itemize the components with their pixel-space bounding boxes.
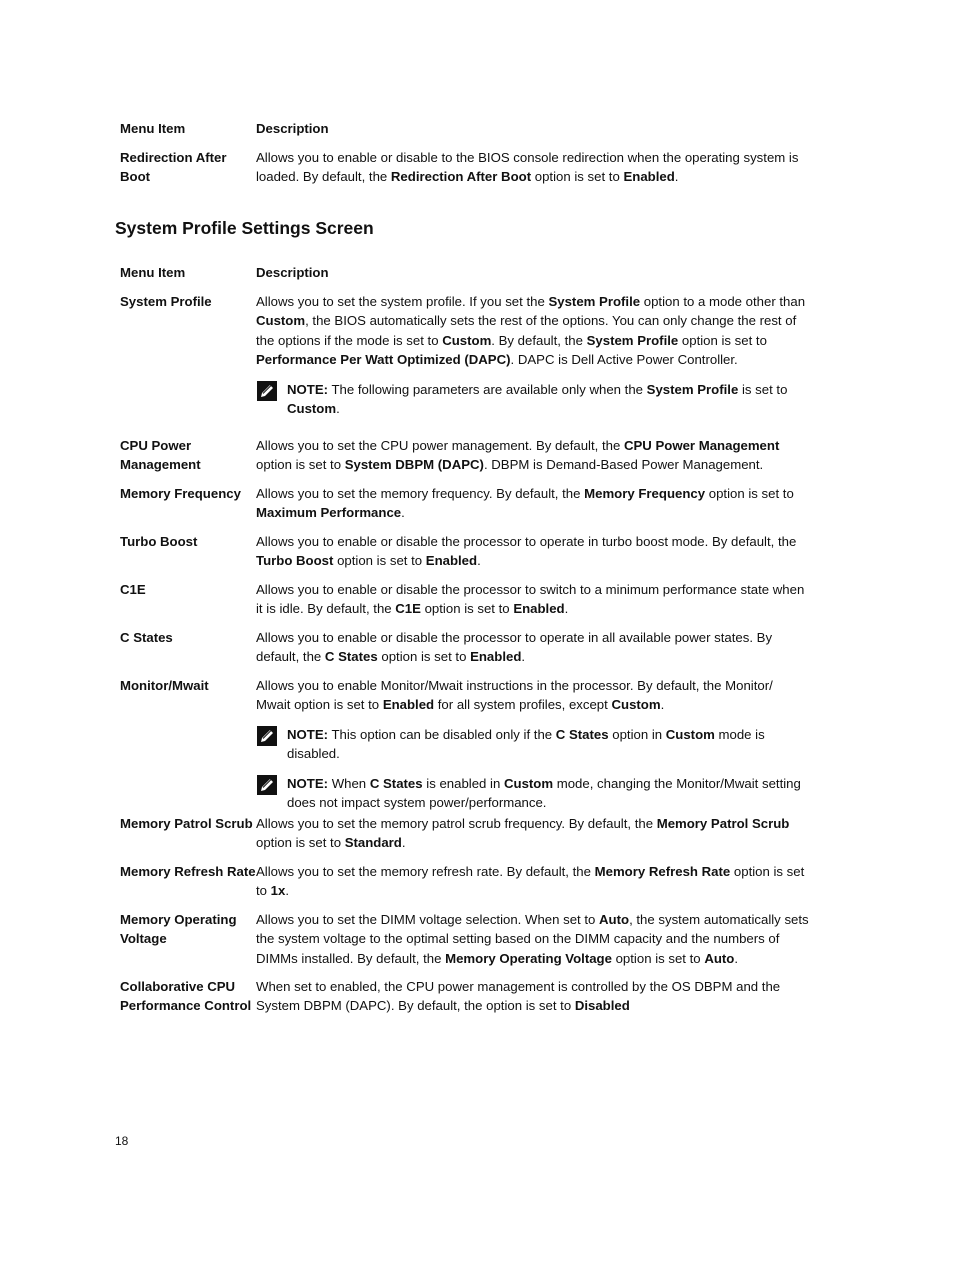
note-pencil-icon: [256, 774, 287, 796]
note: [256, 774, 810, 813]
menu-item-name: Redirection After Boot: [120, 150, 227, 185]
text-run: When set to enabled, the CPU power management is controlled by the OS DBPM and the System DBPM (DAPC). By default, the option is set to: [256, 979, 781, 1014]
text-run: option is set to: [256, 457, 345, 473]
text-run: option is set to: [256, 864, 805, 899]
text-run: Allows you to enable or disable to the BIOS console redirection when the operating system is loaded. By default, the: [256, 150, 799, 185]
table-header: [120, 263, 810, 292]
bold-term: Auto: [599, 912, 630, 927]
text-run: option is set to: [531, 169, 624, 185]
bold-term: Enabled: [470, 649, 522, 665]
section-title: System Profile Settings Screen: [115, 218, 374, 238]
menu-item-name: Collaborative CPU Performance Control: [120, 979, 252, 1014]
description-text: [256, 814, 810, 853]
bold-term: System Profile: [548, 294, 641, 309]
bold-term: Maximum Performance: [256, 505, 402, 521]
menu-item-description: [256, 148, 810, 187]
bold-term: Redirection After Boot: [390, 169, 532, 185]
bold-term: Enabled: [623, 169, 675, 185]
menu-item-name: Monitor/Mwait: [120, 678, 209, 693]
description-text: [256, 676, 810, 715]
table-row: [120, 910, 810, 977]
table-row: [120, 436, 810, 484]
menu-item-description: [256, 580, 810, 619]
text-run: option in: [608, 726, 666, 742]
bios-table-redirection: [120, 119, 810, 188]
text-run: Allows you to enable or disable the processor to operate in all available power states. By default, the: [256, 630, 773, 665]
menu-item-name: Memory Operating Voltage: [120, 912, 237, 947]
table-body: [120, 292, 810, 1017]
menu-item-description: [256, 292, 810, 418]
text-run: When: [328, 775, 370, 791]
text-run: Allows you to set the memory patrol scrub frequency. By default, the: [256, 816, 657, 831]
menu-item-name: C1E: [120, 582, 146, 597]
menu-item-name: C States: [120, 630, 173, 645]
description-text: [256, 436, 810, 475]
header-description: Description: [256, 121, 329, 136]
text-run: . By default, the: [491, 332, 587, 348]
text-run: option is set to: [678, 332, 767, 348]
menu-item-name: System Profile: [120, 294, 212, 309]
menu-item-name: Memory Refresh Rate: [120, 864, 256, 879]
text-run: Allows you to set the CPU power management. By default, the: [256, 438, 624, 453]
description-text: [256, 862, 810, 901]
bold-term: System DBPM (DAPC): [344, 457, 484, 473]
menu-item-description: [256, 532, 810, 571]
table-row: [120, 292, 810, 436]
bold-term: Custom: [611, 697, 661, 713]
bold-term: 1x: [270, 883, 286, 899]
menu-item-description: [256, 628, 810, 667]
text-run: .: [660, 697, 665, 713]
text-run: This option can be disabled only if the: [328, 726, 556, 742]
menu-item-description: [256, 814, 810, 853]
menu-item-description: [256, 436, 810, 475]
page-number: 18: [115, 1134, 129, 1148]
description-text: [256, 148, 810, 187]
bold-term: Enabled: [513, 601, 565, 617]
bold-term: Custom: [442, 332, 492, 348]
text-run: Allows you to set the memory frequency. By default, the: [256, 486, 585, 501]
table-body: [120, 148, 810, 188]
note-text: [287, 774, 810, 813]
text-run: The following parameters are available only when the: [328, 381, 647, 397]
menu-item-description: [256, 484, 810, 523]
table-row: [120, 628, 810, 676]
text-run: , the BIOS automatically sets the rest of the options. You can only change the rest of the options if the mode is set to: [256, 313, 797, 348]
text-run: Allows you to set the DIMM voltage selection. When set to: [256, 912, 600, 927]
note-pencil-icon: [256, 380, 287, 402]
text-run: is enabled in: [422, 775, 504, 791]
description-text: [256, 580, 810, 619]
header-description: Description: [256, 265, 329, 280]
text-run: Allows you to enable or disable the processor to switch to a minimum performance state when it is idle. By default, the: [256, 582, 805, 617]
bold-term: Enabled: [425, 553, 478, 569]
bold-term: Turbo Boost: [256, 553, 334, 569]
bold-term: Enabled: [382, 697, 435, 713]
text-run: option to a mode other than: [640, 294, 806, 309]
header-menu-item: Menu Item: [120, 121, 186, 136]
header-menu-item: Menu Item: [120, 265, 186, 280]
text-run: mode, changing the Monitor/Mwait setting does not impact system power/performance.: [287, 775, 801, 811]
bold-term: C States: [324, 649, 378, 665]
text-run: option is set to: [705, 486, 794, 501]
text-run: , the system automatically sets the system voltage to the optimal setting based on the DIMM capacity and the numbers of DIMMs installed. By default, the: [256, 912, 809, 966]
bold-term: Disabled: [574, 998, 630, 1014]
bold-term: Custom: [287, 401, 337, 417]
bold-term: System Profile: [646, 381, 739, 397]
text-run: .: [477, 553, 481, 569]
bold-term: NOTE:: [287, 775, 329, 791]
bold-term: Memory Refresh Rate: [594, 864, 731, 879]
menu-item-description: [256, 910, 810, 968]
menu-item-description: [256, 977, 810, 1016]
text-run: option is set to: [611, 950, 705, 966]
text-run: option is set to: [333, 553, 426, 569]
text-run: is set to: [738, 381, 788, 397]
note-pencil-icon: [256, 725, 287, 747]
text-run: .: [674, 169, 679, 185]
bold-term: System Profile: [586, 332, 679, 348]
bold-term: Auto: [704, 950, 735, 966]
bold-term: Memory Patrol Scrub: [656, 816, 790, 831]
text-run: . DBPM is Demand-Based Power Management.: [483, 457, 764, 473]
text-run: option is set to: [420, 601, 514, 617]
note-text: [287, 725, 810, 764]
bold-term: C1E: [395, 601, 421, 617]
note: [256, 380, 810, 419]
text-run: for all system profiles, except: [434, 697, 612, 713]
menu-item-name: Memory Patrol Scrub: [120, 816, 253, 831]
table-row: [120, 580, 810, 628]
description-text: [256, 628, 810, 667]
text-run: Allows you to set the memory refresh rate. By default, the: [256, 864, 595, 879]
menu-item-name: CPU Power Management: [120, 438, 201, 473]
menu-item-description: [256, 862, 810, 901]
menu-item-name: Memory Frequency: [120, 486, 241, 501]
bold-term: Custom: [256, 313, 306, 329]
description-text: [256, 910, 810, 968]
note: [256, 725, 810, 764]
table-row: [120, 148, 810, 188]
bold-term: Custom: [665, 726, 715, 742]
bold-term: NOTE:: [287, 726, 329, 742]
table-row: [120, 676, 810, 814]
text-run: .: [336, 401, 340, 417]
text-run: .: [564, 601, 569, 617]
table-header: [120, 119, 810, 148]
text-run: . DAPC is Dell Active Power Controller.: [510, 352, 738, 368]
menu-item-name: Turbo Boost: [120, 534, 198, 549]
bold-term: C States: [369, 775, 423, 791]
bold-term: Memory Frequency: [584, 486, 706, 501]
table-row: [120, 862, 810, 910]
table-row: [120, 532, 810, 580]
bold-term: NOTE:: [287, 381, 329, 397]
bold-term: Custom: [503, 775, 554, 791]
description-text: [256, 977, 810, 1016]
description-text: [256, 484, 810, 523]
text-run: mode is disabled.: [287, 726, 765, 762]
bold-term: Performance Per Watt Optimized (DAPC): [256, 352, 511, 368]
text-run: option is set to: [256, 835, 345, 851]
table-row: [120, 484, 810, 532]
table-row: [120, 814, 810, 862]
table-row: [120, 977, 810, 1017]
text-run: .: [401, 835, 406, 851]
system-profile-table: [120, 263, 810, 1017]
text-run: .: [521, 649, 526, 665]
description-text: [256, 292, 810, 370]
note-text: [287, 380, 810, 419]
text-run: Allows you to set the system profile. If you set the: [256, 294, 549, 309]
text-run: Allows you to enable or disable the processor to operate in turbo boost mode. By default, the: [256, 534, 797, 549]
bold-term: Standard: [344, 835, 402, 851]
bold-term: CPU Power Management: [623, 438, 780, 453]
bold-term: C States: [555, 726, 609, 742]
text-run: .: [734, 950, 739, 966]
text-run: .: [285, 883, 290, 899]
bold-term: Memory Operating Voltage: [445, 950, 612, 966]
text-run: .: [401, 505, 405, 521]
description-text: [256, 532, 810, 571]
menu-item-description: [256, 676, 810, 812]
text-run: option is set to: [377, 649, 471, 665]
text-run: Allows you to enable Monitor/Mwait instructions in the processor. By default, the Monitor/ Mwait option is set to: [256, 678, 773, 713]
